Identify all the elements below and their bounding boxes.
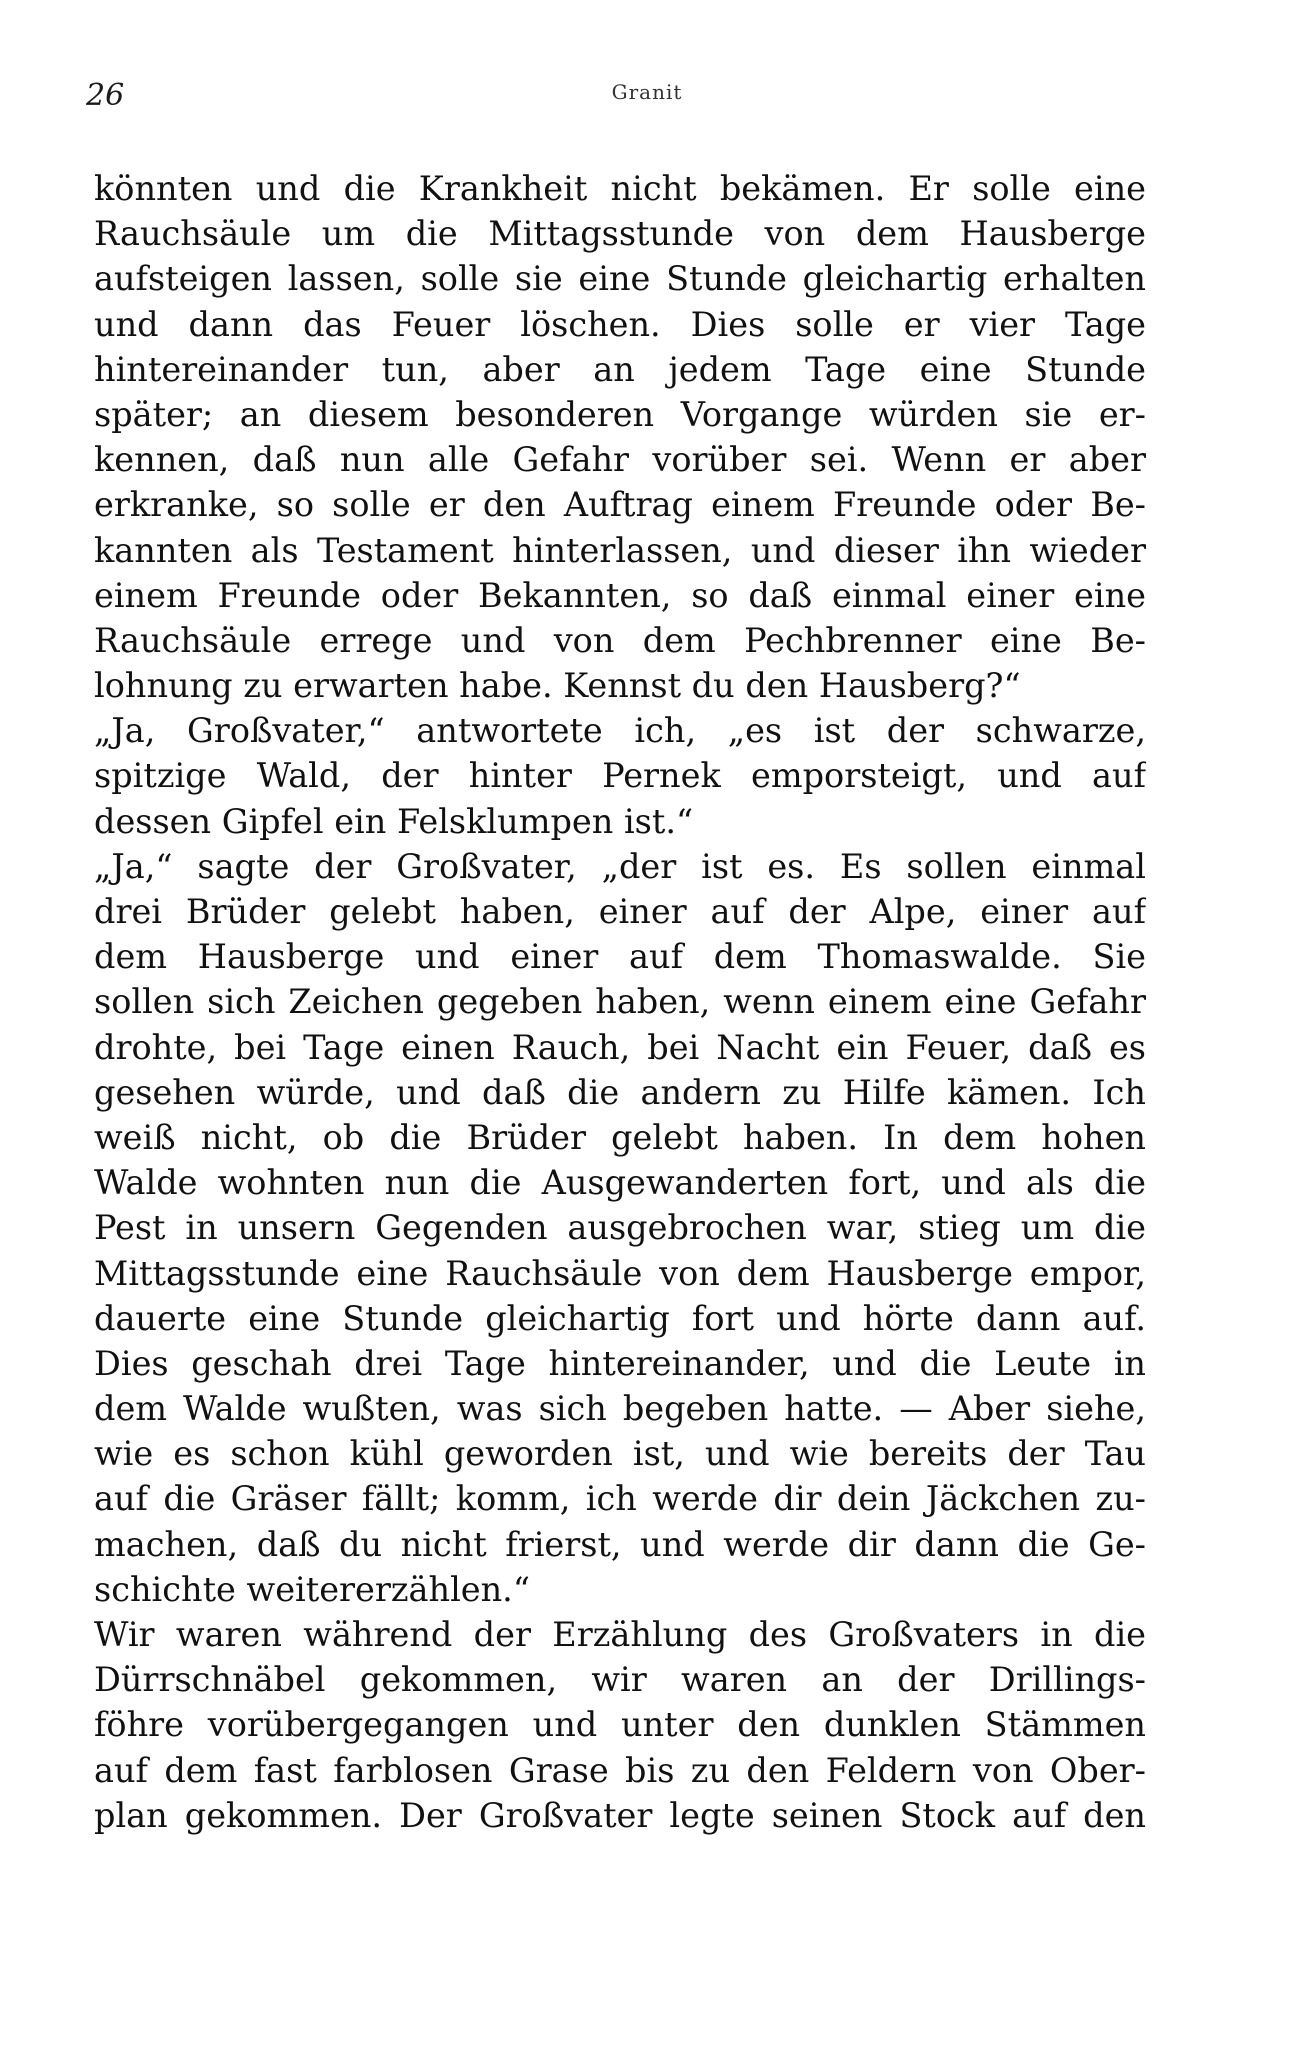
text-line: lohnung zu erwarten habe. Kennst du den Hausberg?“	[94, 666, 1021, 706]
text-line: gesehen würde, und daß die andern zu Hilfe kämen. Ich	[94, 1072, 1146, 1112]
text-line: „Ja,“ sagte der Großvater, „der ist es. Es sollen einmal	[94, 846, 1146, 886]
body-text	[94, 166, 1146, 1838]
text-line: spitzige Wald, der hinter Pernek emporsteigt, und auf	[94, 756, 1146, 796]
text-line: dauerte eine Stunde gleichartig fort und hörte dann auf.	[94, 1298, 1146, 1338]
text-line: sollen sich Zeichen gegeben haben, wenn einem eine Gefahr	[94, 982, 1146, 1022]
text-line: auf die Gräser fällt; komm, ich werde dir dein Jäckchen zu-	[94, 1479, 1146, 1519]
text-line: dem Hausberge und einer auf dem Thomaswalde. Sie	[94, 937, 1146, 977]
page-number: 26	[86, 78, 125, 113]
text-line: und dann das Feuer löschen. Dies solle er vier Tage	[94, 304, 1146, 344]
text-line: einem Freunde oder Bekannten, so daß einmal einer eine	[94, 575, 1146, 615]
text-line: hintereinander tun, aber an jedem Tage eine Stunde	[94, 349, 1146, 389]
text-line: wie es schon kühl geworden ist, und wie bereits der Tau	[94, 1434, 1146, 1474]
text-line: dem Walde wußten, was sich begeben hatte. — Aber siehe,	[94, 1389, 1146, 1429]
text-line: „Ja, Großvater,“ antwortete ich, „es ist der schwarze,	[94, 711, 1146, 751]
text-line: könnten und die Krankheit nicht bekämen. Er solle eine	[94, 169, 1146, 208]
text-line: Wir waren während der Erzählung des Großvaters in die	[94, 1615, 1146, 1654]
text-line: machen, daß du nicht frierst, und werde dir dann die Ge-	[94, 1524, 1146, 1564]
text-line: aufsteigen lassen, solle sie eine Stunde gleichartig erhalten	[94, 259, 1146, 299]
text-line: Dies geschah drei Tage hintereinander, und die Leute in	[94, 1343, 1146, 1383]
text-line: kannten als Testament hinterlassen, und dieser ihn wieder	[94, 530, 1146, 570]
text-line: plan gekommen. Der Großvater legte seinen Stock auf den	[94, 1795, 1146, 1835]
text-line: Walde wohnten nun die Ausgewanderten fort, und als die	[94, 1163, 1146, 1203]
text-line: Dürrschnäbel gekommen, wir waren an der Drillings-	[94, 1660, 1146, 1700]
text-line: Pest in unsern Gegenden ausgebrochen war, stieg um die	[94, 1208, 1146, 1248]
text-line: dessen Gipfel ein Felsklumpen ist.“	[94, 801, 694, 841]
text-line: Mittagsstunde eine Rauchsäule von dem Hausberge empor,	[94, 1253, 1146, 1293]
text-line: drei Brüder gelebt haben, einer auf der Alpe, einer auf	[94, 892, 1146, 931]
page-header	[0, 78, 1294, 118]
text-line: Rauchsäule um die Mittagsstunde von dem Hausberge	[94, 214, 1146, 254]
text-line: schichte weitererzählen.“	[94, 1569, 530, 1609]
text-line: später; an diesem besonderen Vorgange würden sie er-	[94, 394, 1146, 434]
text-line: kennen, daß nun alle Gefahr vorüber sei. Wenn er aber	[94, 440, 1146, 480]
text-line: weiß nicht, ob die Brüder gelebt haben. In dem hohen	[94, 1117, 1146, 1157]
text-line: föhre vorübergegangen und unter den dunklen Stämmen	[94, 1705, 1146, 1745]
text-line: auf dem fast farblosen Grase bis zu den Feldern von Ober-	[94, 1750, 1146, 1790]
text-line: erkranke, so solle er den Auftrag einem Freunde oder Be-	[94, 485, 1146, 525]
running-head: Granit	[611, 80, 683, 104]
text-line: Rauchsäule errege und von dem Pechbrenner eine Be-	[94, 620, 1146, 660]
text-line: drohte, bei Tage einen Rauch, bei Nacht ein Feuer, daß es	[94, 1027, 1146, 1067]
